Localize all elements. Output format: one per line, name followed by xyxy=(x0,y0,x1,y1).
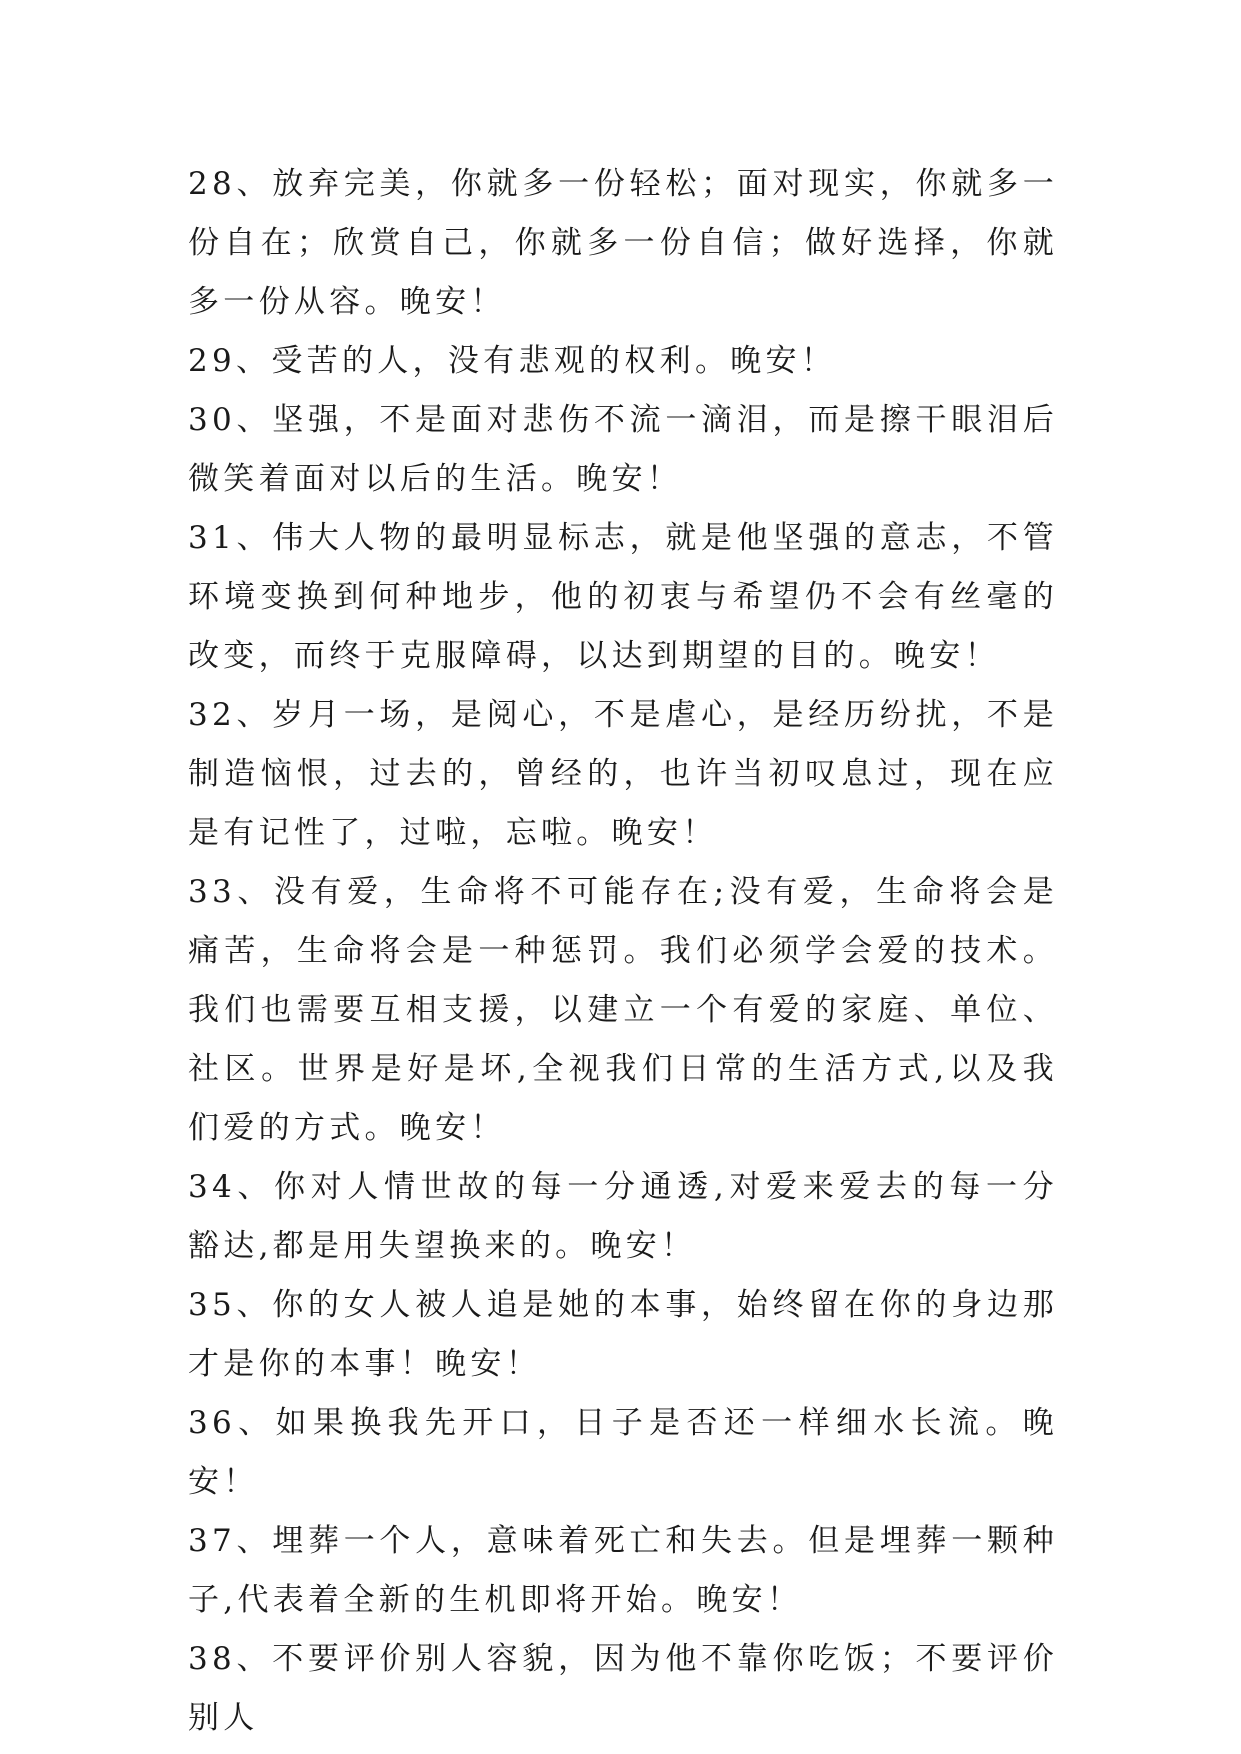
paragraph-30: 30、坚强，不是面对悲伤不流一滴泪，而是擦干眼泪后微笑着面对以后的生活。晚安！ xyxy=(188,402,1058,497)
paragraph-38: 38、不要评价别人容貌，因为他不靠你吃饭；不要评价别人 xyxy=(188,1641,1058,1736)
document-body xyxy=(188,155,1058,1748)
paragraph-29: 29、受苦的人，没有悲观的权利。晚安！ xyxy=(188,343,837,379)
paragraph-31: 31、伟大人物的最明显标志，就是他坚强的意志，不管环境变换到何种地步，他的初衷与希望仍不会有丝毫的改变，而终于克服障碍，以达到期望的目的。晚安！ xyxy=(188,520,1058,674)
paragraph-32: 32、岁月一场，是阅心，不是虐心，是经历纷扰，不是制造恼恨，过去的，曾经的，也许当初叹息过，现在应是有记性了，过啦，忘啦。晚安！ xyxy=(188,697,1058,851)
paragraph-33: 33、没有爱，生命将不可能存在;没有爱，生命将会是痛苦，生命将会是一种惩罚。我们必须学会爱的技术。我们也需要互相支援，以建立一个有爱的家庭、单位、社区。世界是好是坏,全视我们日常的生活方式,以及我们爱的方式。晚安！ xyxy=(188,874,1058,1146)
paragraph-34: 34、你对人情世故的每一分通透,对爱来爱去的每一分豁达,都是用失望换来的。晚安！ xyxy=(188,1169,1058,1264)
paragraph-37: 37、埋葬一个人，意味着死亡和失去。但是埋葬一颗种子,代表着全新的生机即将开始。晚安！ xyxy=(188,1523,1058,1618)
paragraph-28: 28、放弃完美，你就多一份轻松；面对现实，你就多一份自在；欣赏自己，你就多一份自信；做好选择，你就多一份从容。晚安！ xyxy=(188,166,1058,320)
paragraph-35: 35、你的女人被人追是她的本事，始终留在你的身边那才是你的本事！晚安！ xyxy=(188,1287,1058,1382)
paragraph-36: 36、如果换我先开口，日子是否还一样细水长流。晚安！ xyxy=(188,1405,1058,1500)
